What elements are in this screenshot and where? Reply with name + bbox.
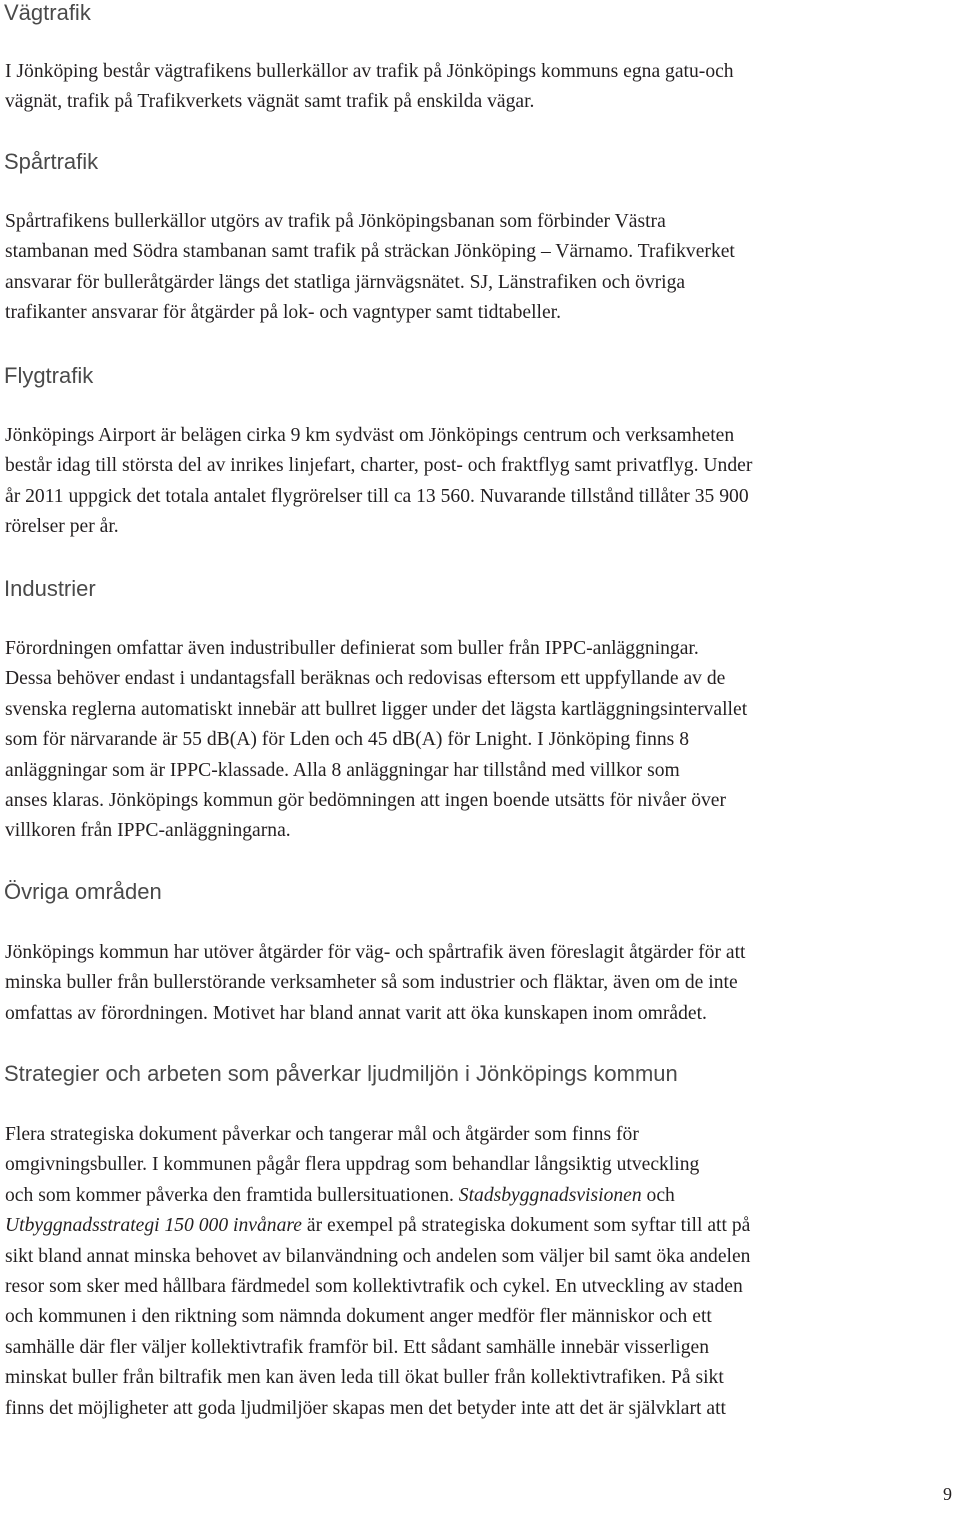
text-line: Förordningen omfattar även industribuller definierat som buller från IPPC-anläggningar. xyxy=(5,638,699,659)
text-line: samhälle där fler väljer kollektivtrafik framför bil. Ett sådant samhälle innebär visserligen xyxy=(5,1336,710,1358)
heading-ovriga-omraden: Övriga områden xyxy=(4,879,162,904)
text-segment: och xyxy=(641,1184,675,1206)
text-line: Jönköpings Airport är belägen cirka 9 km sydväst om Jönköpings centrum och verksamheten xyxy=(5,425,735,446)
heading-vagtrafik: Vägtrafik xyxy=(4,0,91,25)
text-line: anses klaras. Jönköpings kommun gör bedömningen att ingen boende utsätts för nivåer över xyxy=(5,790,727,812)
text-line: omgivningsbuller. I kommunen pågår flera uppdrag som behandlar långsiktig utveckling xyxy=(5,1154,700,1176)
page-number: 9 xyxy=(943,1484,952,1504)
text-line: år 2011 uppgick det totala antalet flygrörelser till ca 13 560. Nuvarande tillstånd tillåter 35 900 xyxy=(5,485,749,507)
text-line: Jönköpings kommun har utöver åtgärder för väg- och spårtrafik även föreslagit åtgärder för att xyxy=(5,942,746,963)
paragraph-flygtrafik xyxy=(5,421,960,543)
text-line: som för närvarande är 55 dB(A) för Lden och 45 dB(A) för Lnight. I Jönköping finns 8 xyxy=(5,729,689,751)
text-line: ansvarar för bulleråtgärder längs det statliga järnvägsnätet. SJ, Länstrafiken och övriga xyxy=(5,271,686,293)
document-title-italic: Stadsbyggnadsvisionen xyxy=(458,1184,642,1206)
heading-flygtrafik: Flygtrafik xyxy=(4,363,94,388)
heading-spartrafik: Spårtrafik xyxy=(4,149,99,174)
text-line: omfattas av förordningen. Motivet har bland annat varit att öka kunskapen inom området. xyxy=(5,1002,707,1024)
document-title-italic: Utbyggnadsstrategi 150 000 invånare xyxy=(5,1215,302,1237)
paragraph-ovriga-omraden xyxy=(5,938,960,1029)
text-line: och kommunen i den riktning som nämnda dokument anger medför fler människor och ett xyxy=(5,1306,712,1328)
paragraph-industrier xyxy=(5,634,960,847)
paragraph-strategier xyxy=(5,1120,960,1424)
text-line: Flera strategiska dokument påverkar och tangerar mål och åtgärder som finns för xyxy=(5,1124,639,1145)
text-line: stambanan med Södra stambanan samt trafik på sträckan Jönköping – Värnamo. Trafikverket xyxy=(5,241,735,263)
text-line xyxy=(5,1181,960,1211)
heading-industrier: Industrier xyxy=(4,576,96,601)
text-line: minska buller från bullerstörande verksamheter så som industrier och fläktar, även om de inte xyxy=(5,972,738,994)
paragraph-spartrafik xyxy=(5,207,960,329)
text-line: minskat buller från biltrafik men kan även leda till ökat buller från kollektivtrafiken. På sikt xyxy=(5,1367,724,1389)
text-line: rörelser per år. xyxy=(5,516,119,538)
text-line: villkoren från IPPC-anläggningarna. xyxy=(5,820,291,842)
text-line: sikt bland annat minska behovet av bilanvändning och andelen som väljer bil samt öka andelen xyxy=(5,1245,751,1267)
text-line: består idag till största del av inrikes linjefart, charter, post- och fraktflyg samt privatflyg. Under xyxy=(5,455,753,477)
text-line: trafikanter ansvarar för åtgärder på lok- och vagntyper samt tidtabeller. xyxy=(5,302,562,324)
text-line: anläggningar som är IPPC-klassade. Alla 8 anläggningar har tillstånd med villkor som xyxy=(5,759,680,781)
text-line: vägnät, trafik på Trafikverkets vägnät samt trafik på enskilda vägar. xyxy=(5,91,535,113)
text-segment: är exempel på strategiska dokument som syftar till att på xyxy=(301,1215,751,1237)
text-line: svenska reglerna automatiskt innebär att bullret ligger under det lägsta kartläggningsintervallet xyxy=(5,698,748,720)
text-line: Spårtrafikens bullerkällor utgörs av trafik på Jönköpingsbanan som förbinder Västra xyxy=(5,211,666,232)
text-line: Dessa behöver endast i undantagsfall beräknas och redovisas eftersom ett uppfyllande av de xyxy=(5,668,726,690)
text-segment: och som kommer påverka den framtida bullersituationen. xyxy=(5,1184,459,1206)
paragraph-vagtrafik xyxy=(5,57,960,118)
text-line: resor som sker med hållbara färdmedel som kollektivtrafik och cykel. En utveckling av staden xyxy=(5,1276,743,1298)
text-line xyxy=(5,1211,960,1241)
text-line: finns det möjligheter att goda ljudmiljöer skapas men det betyder inte att det är självklart att xyxy=(5,1397,726,1419)
heading-strategier: Strategier och arbeten som påverkar ljudmiljön i Jönköpings kommun xyxy=(4,1061,678,1086)
text-line: I Jönköping består vägtrafikens bullerkällor av trafik på Jönköpings kommuns egna gatu-och xyxy=(5,61,734,82)
